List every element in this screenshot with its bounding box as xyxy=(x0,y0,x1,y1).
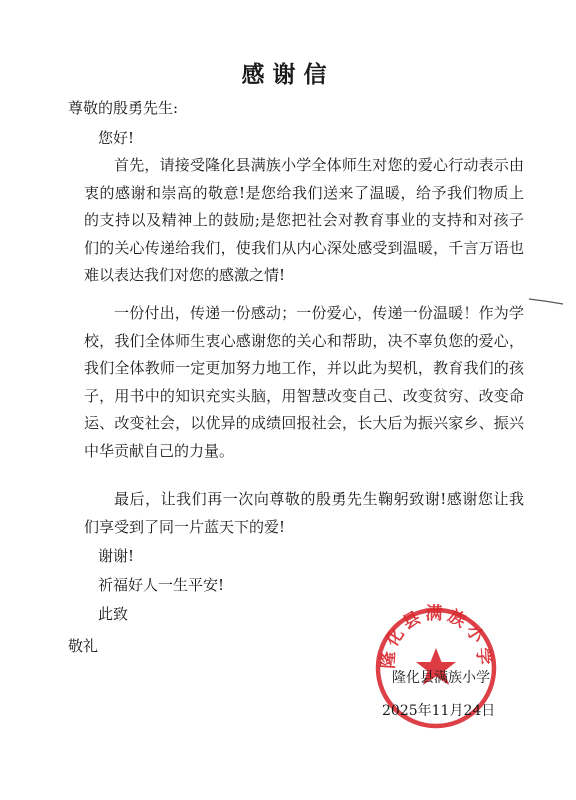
paragraph-3: 最后，让我们再一次向尊敬的殷勇先生鞠躬致谢!感谢您让我们享受到了同一片蓝天下的爱! xyxy=(84,490,524,536)
closing-ci-zhi: 此致 xyxy=(98,605,129,623)
thanks-line: 谢谢! xyxy=(98,547,135,565)
salutation: 尊敬的殷勇先生: xyxy=(68,99,179,117)
signature-school-name: 隆化县满族小学 xyxy=(392,670,490,686)
greeting: 您好! xyxy=(98,129,135,147)
blessing-line: 祈福好人一生平安! xyxy=(98,576,225,594)
scan-pen-mark xyxy=(528,296,564,306)
closing-jing-li: 敬礼 xyxy=(68,637,99,655)
paragraph-2: 一份付出，传递一份感动；一份爱心，传递一份温暖！作为学校，我们全体师生衷心感谢您的关心和帮助，决不辜负您的爱心，我们全体教师一定更加努力地工作，并以此为契机，教育我们的孩子，用书中的知识充实头脑，用智慧改变自己、改变贫穷、改变命运、改变社会，以优异的成绩回报社会，长大后为振兴家乡、振兴中华贡献自己的力量。 xyxy=(84,304,524,460)
seal-text: 隆化县满族小学 xyxy=(378,604,494,670)
letter-date: 2025年11月24日 xyxy=(382,703,496,719)
paragraph-1: 首先，请接受隆化县满族小学全体师生对您的爱心行动表示由衷的感谢和崇高的敬意!是您给我们送来了温暖，给予我们物质上的支持以及精神上的鼓励;是您把社会对教育事业的支持和对孩子们的关心传递给我们，使我们从内心深处感受到温暖，千言万语也难以表达我们对您的感激之情! xyxy=(84,156,524,285)
letter-title: 感谢信 xyxy=(241,61,335,88)
